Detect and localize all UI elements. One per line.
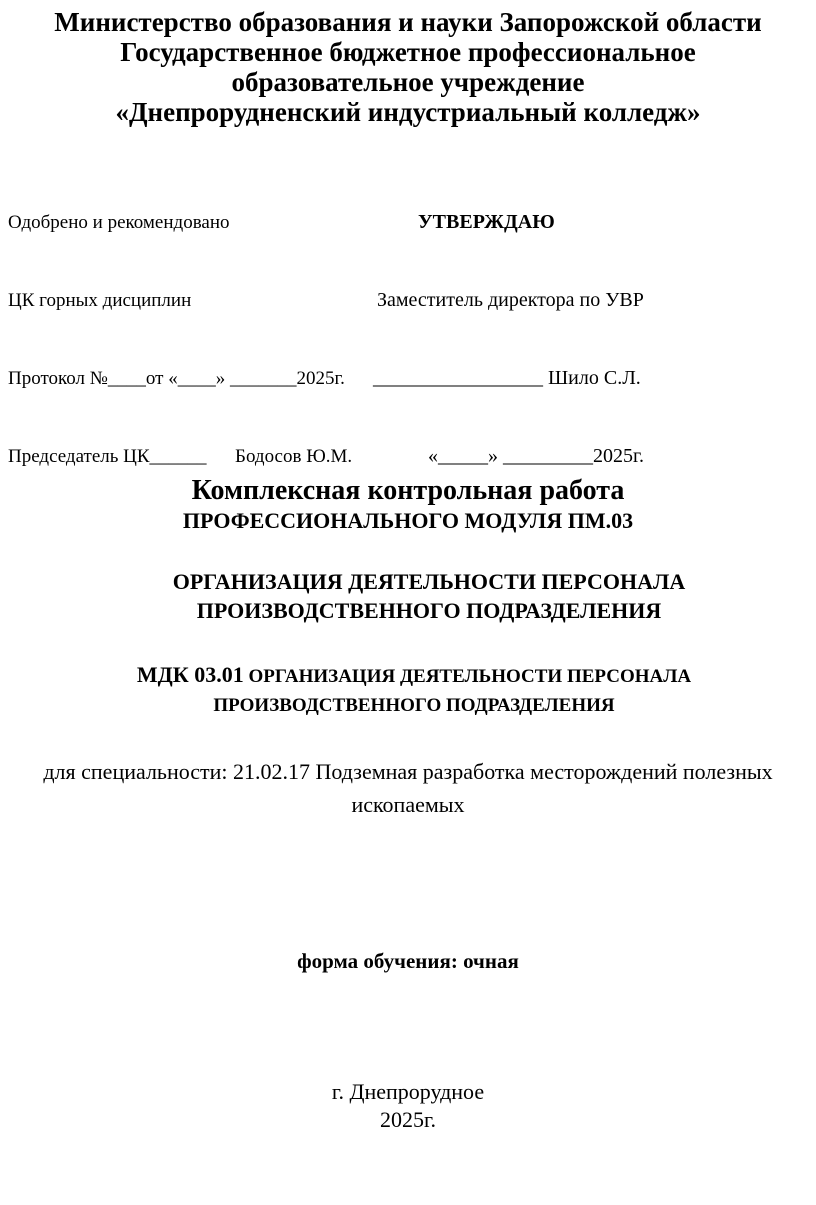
mdk-code: МДК 03.01 — [136, 662, 244, 687]
chairman-signature-line: Председатель ЦК______ Бодосов Ю.М. — [8, 446, 353, 467]
approved-recommended-line: Одобрено и рекомендовано — [8, 212, 230, 233]
title-block — [0, 474, 816, 535]
mdk-course-name-1: ОРГАНИЗАЦИЯ ДЕЯТЕЛЬНОСТИ ПЕРСОНАЛА — [248, 666, 692, 687]
protocol-number-line: Протокол №____от «____» _______2025г. — [8, 368, 345, 389]
header-line-ministry: Министерство образования и науки Запорожской области — [54, 7, 762, 37]
approval-right-block — [373, 157, 644, 521]
mdk-course-line-2: ПРОИЗВОДСТВЕННОГО ПОДРАЗДЕЛЕНИЯ — [213, 695, 615, 716]
header-line-college: «Днепрорудненский индустриальный колледж» — [115, 97, 701, 127]
approve-heading: УТВЕРЖДАЮ — [418, 211, 555, 233]
module-subject-block — [0, 567, 816, 625]
module-subtitle: ПРОФЕССИОНАЛЬНОГО МОДУЛЯ ПМ.03 — [182, 508, 634, 533]
specialty-line-1: для специальности: 21.02.17 Подземная разработка месторождений полезных — [43, 759, 773, 784]
footer-year: 2025г. — [379, 1107, 437, 1132]
director-signature-line: _________________ Шило С.Л. — [373, 367, 641, 389]
module-subject-line-1: ОРГАНИЗАЦИЯ ДЕЯТЕЛЬНОСТИ ПЕРСОНАЛА — [172, 569, 686, 594]
header-line-institution-2: образовательное учреждение — [231, 67, 585, 97]
approval-left-block — [8, 158, 352, 522]
deputy-director-line: Заместитель директора по УВР — [377, 289, 644, 311]
mdk-course-line-1 — [12, 660, 816, 691]
document-header — [0, 7, 816, 127]
commission-name-line: ЦК горных дисциплин — [8, 290, 192, 311]
study-form-line: форма обучения: очная — [297, 949, 519, 973]
specialty-block — [0, 755, 816, 821]
module-subject-line-2: ПРОИЗВОДСТВЕННОГО ПОДРАЗДЕЛЕНИЯ — [196, 598, 662, 623]
specialty-line-2: ископаемых — [351, 792, 465, 817]
footer-city: г. Днепрорудное — [331, 1079, 485, 1104]
document-title: Комплексная контрольная работа — [191, 475, 625, 506]
mdk-course-block — [0, 660, 816, 720]
footer-block — [0, 1078, 816, 1134]
approve-date-line: «_____» _________2025г. — [428, 445, 644, 467]
header-line-institution-1: Государственное бюджетное профессиональное — [120, 37, 696, 67]
